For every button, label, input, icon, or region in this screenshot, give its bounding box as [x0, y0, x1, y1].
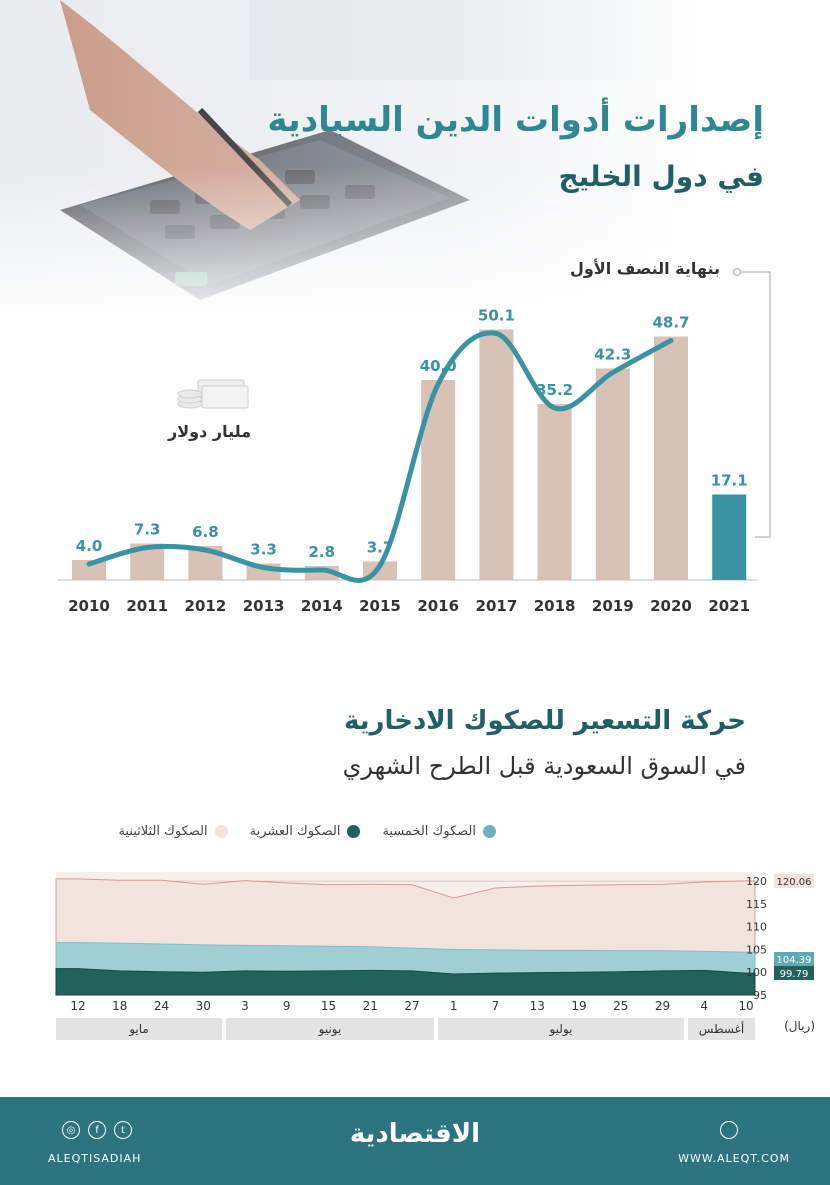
y-tick-label: 100 [746, 966, 767, 980]
bar-value-label: 7.3 [133, 520, 161, 539]
legend-dot-ten-year [347, 825, 360, 838]
bar-value-label: 50.1 [477, 306, 515, 325]
twitter-icon[interactable]: t [114, 1121, 132, 1139]
legend-item-thirty-year [118, 824, 227, 839]
y-tick-label: 115 [746, 897, 767, 911]
month-label: يوليو [549, 1022, 573, 1036]
sukuk-pricing-area-chart [0, 860, 830, 1090]
bar-2019 [596, 369, 630, 581]
end-value-label: 99.79 [779, 969, 809, 980]
year-tick-label: 2019 [591, 597, 634, 615]
x-tick-label: 13 [529, 999, 545, 1013]
bar-2018 [538, 404, 572, 580]
bar-value-label: 40.0 [419, 357, 457, 375]
unit-label: مليار دولار [168, 422, 252, 441]
page-subtitle: في دول الخليج [558, 160, 764, 193]
y-tick-label: 105 [746, 943, 767, 957]
bar-value-label: 3.7 [366, 538, 394, 557]
bar-value-label: 48.7 [652, 313, 690, 332]
money-stack-icon [178, 380, 248, 408]
globe-icon [720, 1121, 738, 1139]
legend-item-ten-year [250, 824, 361, 839]
legend-label-thirty-year: الصكوك الثلاثينية [118, 823, 208, 839]
legend-label-ten-year: الصكوك العشرية [249, 823, 341, 839]
month-label: أغسطس [698, 1022, 745, 1036]
x-tick-label: 24 [153, 999, 170, 1013]
x-tick-label: 4 [700, 999, 709, 1013]
bar-value-label: 2.8 [308, 543, 336, 561]
section2-title: حركة التسعير للصكوك الادخارية [343, 706, 746, 736]
instagram-icon[interactable]: ◎ [62, 1121, 80, 1139]
bar-value-label: 6.8 [192, 523, 219, 541]
x-tick-label: 3 [241, 999, 249, 1013]
year-tick-label: 2020 [650, 597, 692, 615]
social-handle[interactable]: ALEQTISADIAH [48, 1152, 142, 1165]
x-tick-label: 19 [571, 999, 587, 1013]
footer [0, 1097, 830, 1185]
area-ten-year [56, 969, 755, 995]
year-tick-label: 2014 [300, 597, 343, 615]
year-tick-label: 2010 [68, 597, 110, 615]
x-tick-label: 9 [282, 999, 291, 1013]
y-tick-label: 110 [746, 920, 767, 934]
year-tick-label: 2013 [242, 597, 285, 615]
bar-value-label: 3.3 [250, 540, 277, 559]
legend-dot-five-year [483, 825, 496, 838]
x-tick-label: 15 [320, 999, 337, 1013]
y-tick-label: 120 [746, 875, 767, 889]
legend-dot-thirty-year [215, 825, 228, 838]
page-title: إصدارات أدوات الدين السيادية [267, 100, 764, 140]
bar-2020 [654, 337, 688, 581]
x-tick-label: 30 [195, 999, 211, 1013]
end-value-label: 104.39 [776, 955, 812, 966]
bar-value-label: 35.2 [536, 381, 574, 399]
website-link[interactable]: WWW.ALEQT.COM [678, 1152, 790, 1165]
legend-label-five-year: الصكوك الخمسية [382, 823, 476, 839]
year-tick-label: 2017 [475, 597, 518, 615]
riyal-unit-label: (ريال) [784, 1019, 815, 1033]
x-tick-label: 1 [449, 999, 458, 1013]
x-tick-label: 7 [491, 999, 500, 1013]
brand-logo: الاقتصادية [349, 1119, 481, 1149]
year-tick-label: 2012 [184, 597, 227, 615]
x-tick-label: 29 [654, 999, 671, 1013]
year-tick-label: 2016 [417, 597, 460, 615]
x-tick-label: 18 [112, 999, 128, 1013]
facebook-icon[interactable]: f [88, 1121, 106, 1139]
year-tick-label: 2021 [708, 597, 751, 615]
year-tick-label: 2015 [359, 597, 401, 615]
bar-2017 [479, 330, 513, 581]
x-tick-label: 25 [613, 999, 629, 1013]
year-tick-label: 2011 [126, 597, 169, 615]
month-label: يونيو [318, 1022, 342, 1036]
x-tick-label: 21 [362, 999, 378, 1013]
bar-value-label: 4.0 [75, 537, 103, 555]
sukuk-legend [56, 818, 496, 844]
bar-2021 [712, 495, 746, 581]
x-tick-label: 10 [738, 999, 754, 1013]
legend-item-five-year [382, 824, 496, 839]
year-tick-label: 2018 [533, 597, 576, 615]
x-tick-label: 27 [404, 999, 420, 1013]
half-year-note: بنهاية النصف الأول [569, 259, 720, 278]
end-value-label: 120.06 [776, 877, 812, 888]
x-tick-label: 12 [70, 999, 86, 1013]
y-tick-label: 95 [753, 989, 767, 1002]
section2-subtitle: في السوق السعودية قبل الطرح الشهري [342, 752, 746, 780]
bar-value-label: 17.1 [710, 471, 748, 490]
bar-value-label: 42.3 [594, 345, 632, 364]
month-label: مايو [129, 1022, 149, 1036]
note-bracket-dot [734, 269, 741, 276]
